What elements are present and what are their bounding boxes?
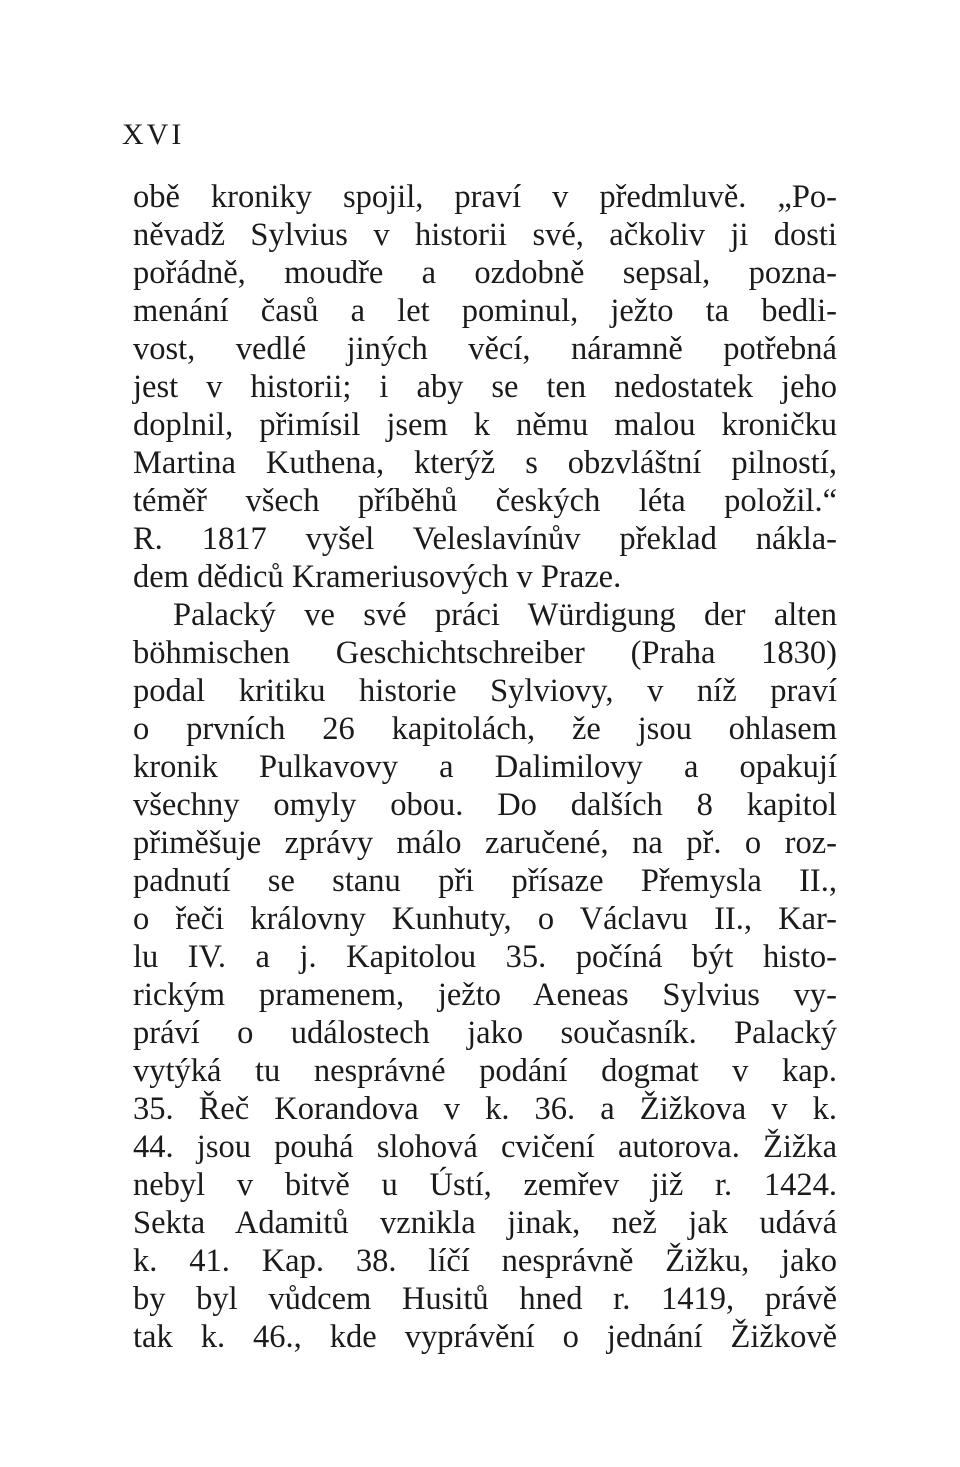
text-line: 35. Řeč Korandova v k. 36. a Žižkova v k. [133,1091,837,1127]
text-line: práví o událostech jako současník. Palacký [133,1015,837,1051]
text-line: podal kritiku historie Sylviovy, v níž praví [133,673,837,709]
text-line: doplnil, přimísil jsem k němu malou kroničku [133,407,837,443]
paragraph-end-line: dem dědiců Krameriusových v Praze. [133,559,622,595]
text-line: R. 1817 vyšel Veleslavínův překlad nákla- [133,521,837,557]
text-line: Sekta Adamitů vznikla jinak, než jak udává [133,1205,837,1241]
text-line: přiměšuje zprávy málo zaručené, na př. o roz- [133,825,837,861]
text-line: nebyl v bitvě u Ústí, zemřev již r. 1424. [133,1167,837,1203]
text-line: obě kroniky spojil, praví v předmluvě. „Po- [133,179,837,215]
text-line: kronik Pulkavovy a Dalimilovy a opakují [133,749,837,785]
text-line: böhmischen Geschichtschreiber (Praha 1830) [133,635,837,671]
text-line: téměř všech příběhů českých léta položil.“ [133,483,837,519]
paragraph-start-line: Palacký ve své práci Würdigung der alten [173,597,837,633]
text-line: by byl vůdcem Husitů hned r. 1419, právě [133,1281,837,1317]
text-line: všechny omyly obou. Do dalších 8 kapitol [133,787,837,823]
text-line: rickým pramenem, ježto Aeneas Sylvius vy- [133,977,837,1013]
page-number: XVI [122,118,185,151]
text-line: vost, vedlé jiných věcí, náramně potřebná [133,331,837,367]
text-line: něvadž Sylvius v historii své, ačkoliv ji dosti [133,217,837,253]
text-line: vytýká tu nesprávné podání dogmat v kap. [133,1053,837,1089]
text-line: menání časů a let pominul, ježto ta bedli- [133,293,837,329]
text-line: o řeči královny Kunhuty, o Václavu II., Kar- [133,901,837,937]
text-line: Martina Kuthena, kterýž s obzvláštní pilností, [133,445,837,481]
text-line: jest v historii; i aby se ten nedostatek jeho [133,369,837,405]
text-line: padnutí se stanu při přísaze Přemysla II., [133,863,837,899]
body-text [133,178,837,1356]
text-line: o prvních 26 kapitolách, že jsou ohlasem [133,711,837,747]
text-line: 44. jsou pouhá slohová cvičení autorova. Žižka [133,1129,837,1165]
text-line: k. 41. Kap. 38. líčí nesprávně Žižku, jako [133,1243,837,1279]
text-line: pořádně, moudře a ozdobně sepsal, pozna- [133,255,837,291]
text-line: lu IV. a j. Kapitolou 35. počíná být histo- [133,939,837,975]
text-line: tak k. 46., kde vyprávění o jednání Žižkově [133,1319,837,1355]
